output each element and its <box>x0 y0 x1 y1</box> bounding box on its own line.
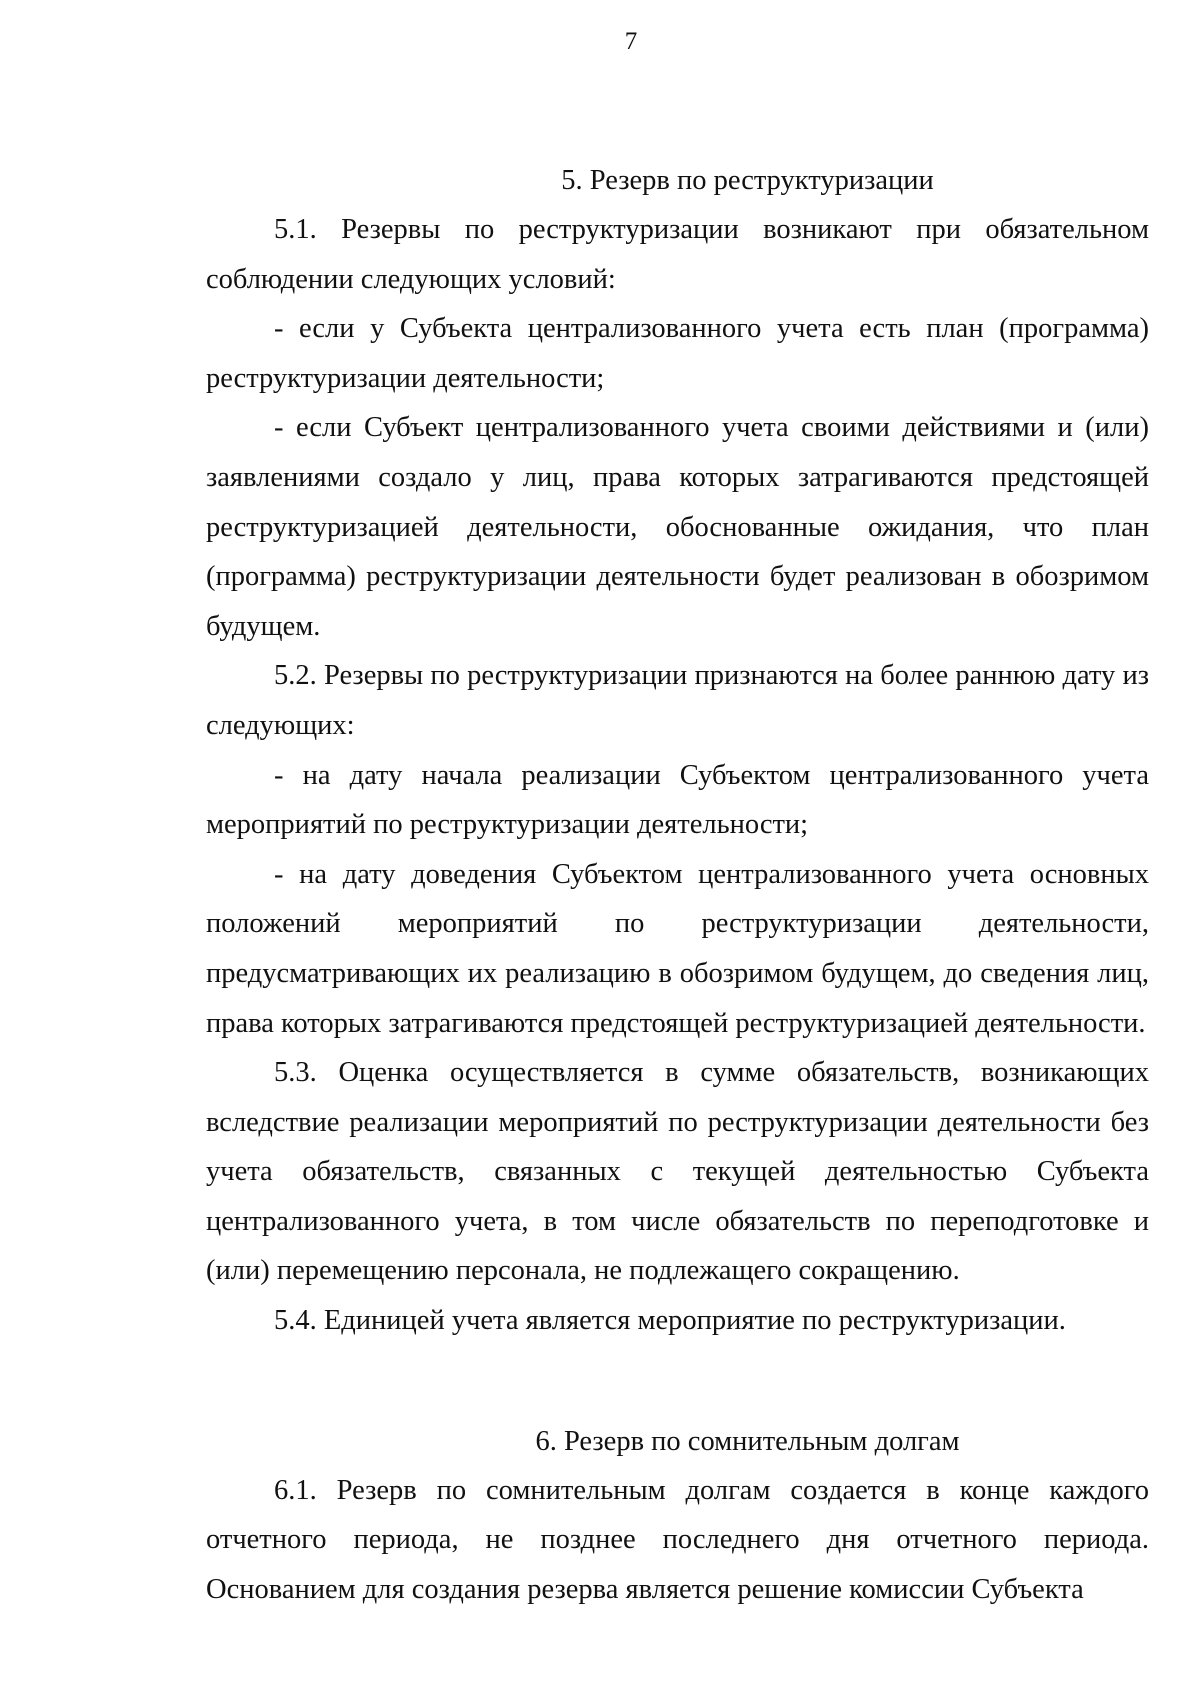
paragraph-5-1-condition-2: - если Субъект централизованного учета своими действиями и (или) заявлениями создало у лиц, права которых затрагиваются предстоящей реструктуризацией деятельности, обоснованные ожидания, что план (программа) реструктуризации деятельности будет реализован в обозримом будущем. <box>206 412 1149 642</box>
paragraph-5-4: 5.4. Единицей учета является мероприятие по реструктуризации. <box>274 1305 1066 1337</box>
paragraph-5-1: 5.1. Резервы по реструктуризации возникают при обязательном соблюдении следующих условий: <box>206 214 1149 295</box>
paragraph-5-2-option-2: - на дату доведения Субъектом централизованного учета основных положений мероприятий по реструктуризации деятельности, предусматривающих их реализацию в обозримом будущем, до сведения лиц, права которых затрагиваются предстоящей реструктуризацией деятельности. <box>206 858 1149 1039</box>
paragraph-5-2-option-1: - на дату начала реализации Субъектом централизованного учета мероприятий по реструктуризации деятельности; <box>206 759 1149 841</box>
paragraph-5-2: 5.2. Резервы по реструктуризации признаются на более раннюю дату из следующих: <box>206 660 1149 741</box>
page-number: 7 <box>624 28 638 55</box>
section-heading-5: 5. Резерв по реструктуризации <box>561 165 934 196</box>
paragraph-5-1-condition-1: - если у Субъекта централизованного учета есть план (программа) реструктуризации деятельности; <box>206 313 1149 394</box>
paragraph-5-3: 5.3. Оценка осуществляется в сумме обязательств, возникающих вследствие реализации мероприятий по реструктуризации деятельности без учета обязательств, связанных с текущей деятельностью Субъекта централизованного учета, в том числе обязательств по переподготовке и (или) перемещению персонала, не подлежащего сокращению. <box>206 1057 1149 1287</box>
paragraph-6-1: 6.1. Резерв по сомнительным долгам создается в конце каждого отчетного периода, не позднее последнего дня отчетного периода. Основанием для создания резерва является решение комиссии Субъекта <box>206 1474 1149 1605</box>
section-gap <box>206 1346 1149 1418</box>
document-body <box>206 157 1149 1614</box>
section-heading-6: 6. Резерв по сомнительным долгам <box>535 1425 960 1457</box>
